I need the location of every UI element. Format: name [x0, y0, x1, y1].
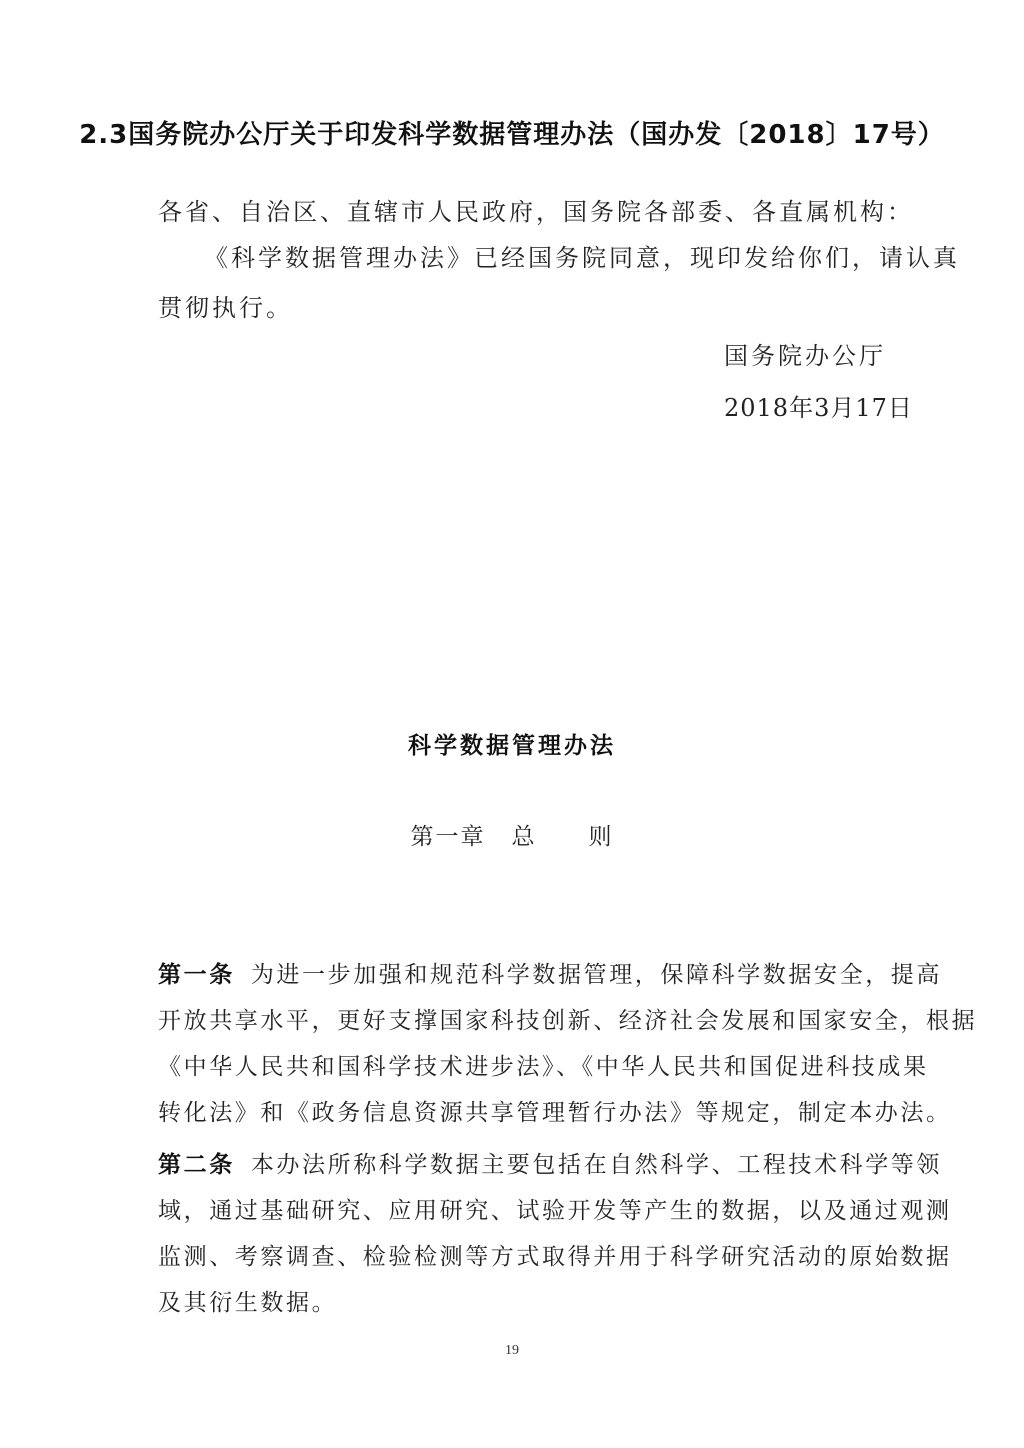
article-line: 域，通过基础研究、应用研究、试验开发等产生的数据，以及通过观测 [158, 1198, 952, 1224]
article-text: 为进一步加强和规范科学数据管理，保障科学数据安全，提高 [250, 962, 943, 988]
document-title: 科学数据管理办法 [408, 733, 616, 759]
article-line: 开放共享水平，更好支撑国家科技创新、经济社会发展和国家安全，根据 [158, 1008, 978, 1034]
article-text: 本办法所称科学数据主要包括在自然科学、工程技术科学等领 [250, 1152, 943, 1178]
article-2 [158, 1142, 952, 1326]
notice-salutation: 各省、自治区、直辖市人民政府，国务院各部委、各直属机构： [158, 198, 914, 226]
article-line: 监测、考察调查、检验检测等方式取得并用于科学研究活动的原始数据 [158, 1244, 952, 1270]
article-label: 第一条 [158, 962, 235, 988]
article-label: 第二条 [158, 1152, 235, 1178]
chapter-heading [0, 818, 1024, 851]
chapter-title-part-1: 总 [511, 824, 537, 850]
article-line: 《中华人民共和国科学技术进步法》、《中华人民共和国促进科技成果 [158, 1054, 929, 1080]
chapter-number: 第一章 [410, 824, 486, 850]
article-line [158, 952, 943, 998]
section-title: 2.3国务院办公厅关于印发科学数据管理办法（国办发〔2018〕17号） [79, 120, 945, 150]
page-number: 19 [505, 1343, 519, 1358]
article-line [158, 1142, 943, 1188]
notice-body-line-1: 《科学数据管理办法》已经国务院同意，现印发给你们，请认真 [204, 244, 960, 272]
article-line: 转化法》和《政务信息资源共享管理暂行办法》等规定，制定本办法。 [158, 1100, 952, 1126]
signature-date: 2018年3月17日 [724, 394, 913, 422]
article-1 [158, 952, 978, 1136]
signature-organization: 国务院办公厅 [724, 342, 886, 370]
article-line: 及其衍生数据。 [158, 1290, 338, 1316]
notice-body-line-2: 贯彻执行。 [158, 294, 293, 322]
chapter-title-part-2: 则 [588, 824, 614, 850]
